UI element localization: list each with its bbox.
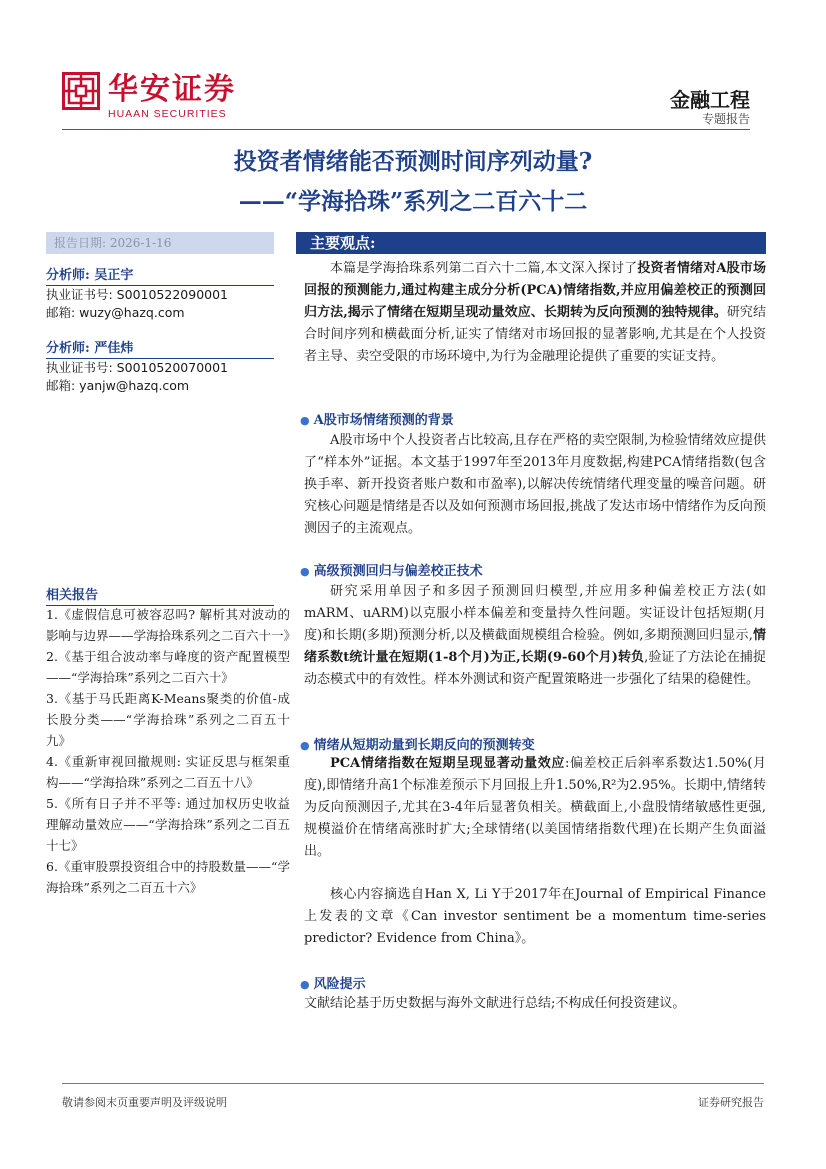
bullet-dot-icon: ●	[300, 414, 310, 427]
report-subtitle: ——“学海拾珠”系列之二百六十二	[238, 188, 588, 215]
section-3-bold: PCA情绪指数在短期呈现显著动量效应	[330, 756, 565, 771]
footer-divider	[62, 1083, 764, 1084]
section-title-1: A股市场情绪预测的背景	[313, 413, 454, 428]
footer-doc-type: 证券研究报告	[698, 1096, 764, 1109]
section-heading-3	[300, 734, 535, 753]
footer-disclaimer: 敬请参阅末页重要声明及评级说明	[62, 1096, 227, 1109]
section-2-text-2: ,验证了方法论在捕捉动态模式中的有效性。样本外测试和资产配置策略进一步强化了结果的稳健性。	[304, 650, 766, 687]
related-report-item[interactable]: 5.《所有日子并不平等: 通过加权历史收益理解动量效应——“学海拾珠”系列之二百五十七》	[46, 796, 290, 853]
intro-text-2: 研究结合时间序列和横截面分析,证实了情绪对市场回报的显著影响,尤其是在个人投资者主导、卖空受限的市场环境中,为行为金融理论提供了重要的实证支持。	[304, 305, 766, 364]
related-report-item[interactable]: 6.《重审股票投资组合中的持股数量——“学海拾珠”系列之二百五十六》	[46, 859, 290, 895]
section-title-2: 高级预测回归与偏差校正技术	[313, 564, 483, 579]
related-reports-title: 相关报告	[46, 584, 274, 606]
risk-title: 风险提示	[313, 977, 366, 992]
analyst-email-2: 邮箱: yanjw@hazq.com	[46, 378, 190, 393]
section-body-2	[304, 581, 766, 691]
intro-bold: 投资者情绪对A股市场回报的预测能力,通过构建主成分分析(PCA)情绪指数,并应用偏差校正的预测回归方法,揭示了情绪在短期呈现动量效应、长期转为反向预测的独特规律。	[304, 261, 766, 320]
report-category: 金融工程	[670, 88, 750, 112]
related-report-item[interactable]: 4.《重新审视回撤规则: 实证反思与框架重构——“学海拾珠”系列之二百五十八》	[46, 754, 290, 790]
section-body-3	[304, 753, 766, 863]
report-title: 投资者情绪能否预测时间序列动量?	[233, 148, 593, 175]
header-divider	[62, 129, 750, 130]
risk-heading	[300, 973, 366, 992]
intro-text-1: 本篇是学海拾珠系列第二百六十二篇,本文深入探讨了	[330, 261, 638, 276]
related-report-item[interactable]: 1.《虚假信息可被容忍吗? 解析其对波动的影响与边界——学海拾珠系列之二百六十一》	[46, 607, 297, 643]
risk-text: 文献结论基于历史数据与海外文献进行总结;不构成任何投资建议。	[304, 996, 686, 1011]
section-2-bold: 情绪系数t统计量在短期(1-8个月)为正,长期(9-60个月)转负	[304, 628, 766, 665]
bullet-dot-icon: ●	[300, 739, 310, 752]
logo-seal-icon	[65, 75, 97, 107]
section-title-3: 情绪从短期动量到长期反向的预测转变	[313, 738, 535, 753]
section-heading-2	[300, 560, 483, 579]
bullet-dot-icon: ●	[300, 978, 310, 991]
report-type: 专题报告	[701, 112, 750, 126]
analyst-name-2: 分析师: 严佳炜	[46, 337, 274, 359]
analyst-email-1: 邮箱: wuzy@hazq.com	[46, 305, 185, 320]
report-date: 报告日期: 2026-1-16	[46, 232, 274, 254]
key-points-heading: 主要观点:	[296, 232, 766, 254]
related-report-item[interactable]: 3.《基于马氏距离K-Means聚类的价值-成长股分类——“学海拾珠”系列之二百五十九》	[46, 691, 290, 748]
bullet-dot-icon: ●	[300, 565, 310, 578]
brand-name-cn: 华安证券	[108, 72, 236, 107]
section-body-1: A股市场中个人投资者占比较高,且存在严格的卖空限制,为检验情绪效应提供了“样本外”证据。本文基于1997年至2013年月度数据,构建PCA情绪指数(包含换手率、新开投资者账户数和市盈率),以解决传统情绪代理变量的噪音问题。研究核心问题是情绪是否以及如何预测市场回报,挑战了发达市场中情绪作为反向预测因子的主流观点。	[304, 433, 766, 536]
logo-mark	[62, 72, 100, 110]
analyst-cert-1: 执业证书号: S0010522090001	[46, 287, 229, 302]
related-report-item[interactable]: 2.《基于组合波动率与峰度的资产配置模型——“学海拾珠”系列之二百六十》	[46, 649, 290, 685]
section-heading-1	[300, 409, 454, 428]
brand-name-en: HUAAN SECURITIES	[108, 108, 227, 120]
analyst-cert-2: 执业证书号: S0010520070001	[46, 360, 229, 375]
related-reports-list	[46, 604, 297, 898]
section-2-text-1: 研究采用单因子和多因子预测回归模型,并应用多种偏差校正方法(如mARM、uARM)以克服小样本偏差和变量持久性问题。实证设计包括短期(月度)和长期(多期)预测分析,以及横截面规模组合检验。例如,多期预测回归显示,	[304, 584, 766, 643]
source-note: 核心内容摘选自Han X, Li Y于2017年在Journal of Empirical Finance上发表的文章《Can investor sentiment be a momentum time-series predictor? Evidence from China》。	[304, 887, 766, 946]
section-3-text: :偏差校正后斜率系数达1.50%(月度),即情绪升高1个标准差预示下月回报上升1.50%,R²为2.95%。长期中,情绪转为反向预测因子,尤其在3-4年后显著负相关。横截面上,小盘股情绪敏感性更强,规模溢价在情绪高涨时扩大;全球情绪(以美国情绪指数代理)在长期产生负面溢出。	[304, 756, 767, 859]
analyst-name-1: 分析师: 吴正宇	[46, 264, 274, 286]
intro-paragraph	[304, 258, 766, 368]
